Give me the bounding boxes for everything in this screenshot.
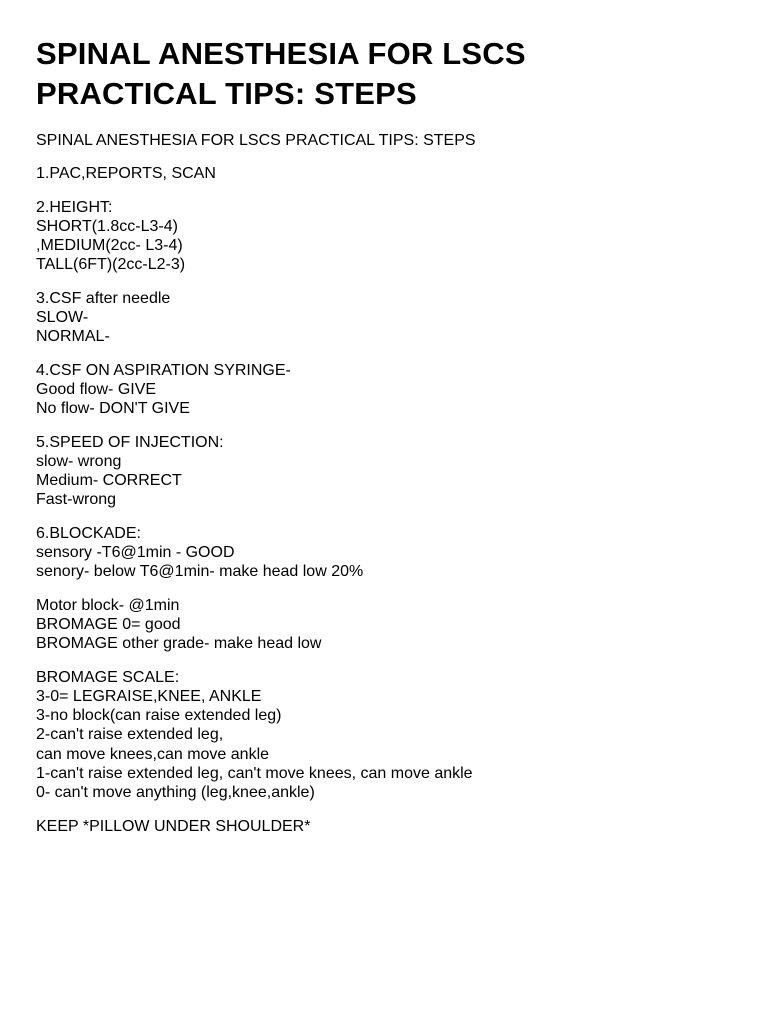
text-line: Medium- CORRECT: [36, 472, 182, 490]
text-line: SHORT(1.8cc-L3-4): [36, 217, 178, 235]
text-line: Fast-wrong: [36, 491, 117, 509]
pillow-note-paragraph: [36, 817, 736, 836]
text-line: 4.CSF ON ASPIRATION SYRINGE-: [36, 361, 291, 379]
text-line: senory- below T6@1min- make head low 20%: [36, 563, 364, 581]
text-line: TALL(6FT)(2cc-L2-3): [36, 256, 186, 274]
text-line: 3.CSF after needle: [36, 289, 171, 307]
step-6-blockade-paragraph: [36, 524, 736, 582]
text-line: SLOW-: [36, 309, 89, 327]
text-line: 0- can't move anything (leg,knee,ankle): [36, 784, 315, 802]
text-line: Motor block- @1min: [36, 596, 180, 614]
motor-block-paragraph: [36, 596, 736, 654]
text-line: BROMAGE 0= good: [36, 615, 181, 633]
step-2-height-paragraph: [36, 198, 736, 275]
text-line: BROMAGE SCALE:: [36, 668, 180, 686]
document-page: [36, 34, 736, 850]
document-title: [36, 34, 736, 114]
text-line: 2.HEIGHT:: [36, 198, 113, 216]
title-line-2: PRACTICAL TIPS: STEPS: [36, 76, 417, 111]
text-line: KEEP *PILLOW UNDER SHOULDER*: [36, 817, 311, 835]
text-line: 3-no block(can raise extended leg): [36, 707, 282, 725]
text-line: 3-0= LEGRAISE,KNEE, ANKLE: [36, 687, 262, 705]
text-line: 6.BLOCKADE:: [36, 524, 141, 542]
text-line: No flow- DON'T GIVE: [36, 400, 190, 418]
bromage-scale-paragraph: [36, 668, 736, 803]
text-line: 2-can't raise extended leg,: [36, 726, 224, 744]
title-line-1: SPINAL ANESTHESIA FOR LSCS: [36, 36, 526, 71]
document-body: [36, 131, 736, 836]
step-3-csf-paragraph: [36, 289, 736, 347]
text-line: NORMAL-: [36, 328, 110, 346]
step-1-paragraph: [36, 164, 736, 183]
text-line: ,MEDIUM(2cc- L3-4): [36, 237, 183, 255]
text-line: 1-can't raise extended leg, can't move knees, can move ankle: [36, 765, 473, 783]
step-4-aspiration-paragraph: [36, 361, 736, 419]
text-line: sensory -T6@1min - GOOD: [36, 544, 235, 562]
text-line: Good flow- GIVE: [36, 380, 157, 398]
text-line: can move knees,can move ankle: [36, 745, 270, 763]
text-line: 1.PAC,REPORTS, SCAN: [36, 165, 216, 183]
text-line: BROMAGE other grade- make head low: [36, 635, 322, 653]
text-line: SPINAL ANESTHESIA FOR LSCS PRACTICAL TIPS: STEPS: [36, 132, 476, 149]
subtitle-paragraph: [36, 131, 736, 150]
text-line: 5.SPEED OF INJECTION:: [36, 433, 224, 451]
text-line: slow- wrong: [36, 452, 122, 470]
step-5-injection-speed-paragraph: [36, 433, 736, 510]
